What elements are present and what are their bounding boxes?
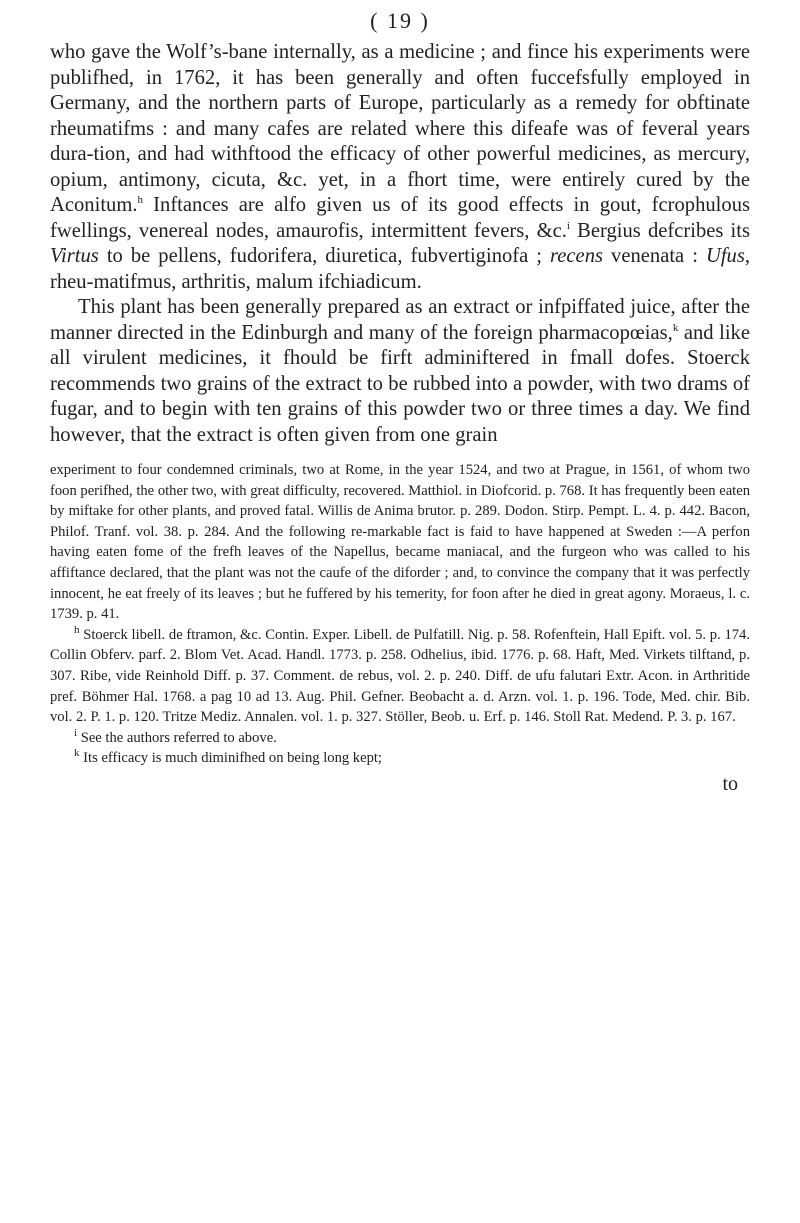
footnote-continuation: experiment to four condemned criminals, two at Rome, in the year 1524, and two at Prague, in 1561, of whom two foon perifhed, the other two, with great difficulty, recovered. Matthiol. in Diofcorid. p. 768. It has frequently been eaten by miftake for other plants, and proved fatal. Willis de Anima brutor. p. 289. Dodon. Stirp. Pempt. L. 4. p. 442. Bacon, Philof. Tranf. vol. 38. p. 284. And the following re-markable fact is faid to have happened at Sweden :—A perfon having eaten fome of the frefh leaves of the Napellus, became maniacal, and the furgeon who was called to his affiftance declared, that the plant was not the caufe of the diforder ; and, to convince the company that it was perfectly innocent, he eat freely of its leaves ; but he fuffered by his temerity, for foon after he died in great agony. Moraeus, l. c. 1739. p. 41. bbox=[50, 462, 750, 623]
text-run: who gave the Wolf’s-bane internally, as a medicine ; and fince his experiments were publifhed, in 1762, it has been generally and often fuccefsfully employed in Germany, and the northern parts of Europe, particularly as a remedy for obftinate rheumatifms : and many cafes are related where this difeafe was of feveral years dura-tion, and had withftood the efficacy of other powerful medicines, as mercury, opium, antimony, cicuta, &c. yet, in a fhort time, were entirely cured by the Aconitum. bbox=[50, 41, 750, 216]
text-run: , rheu-matifmus, arthritis, malum ifchiadicum. bbox=[50, 245, 751, 293]
footnote-text: Its efficacy is much diminifhed on being long kept; bbox=[79, 750, 382, 767]
page bbox=[50, 8, 750, 796]
footnote-mark: i bbox=[74, 726, 78, 739]
text-run: venenata : bbox=[603, 245, 706, 267]
footnotes bbox=[50, 460, 750, 769]
catchword: to bbox=[722, 772, 738, 795]
footnote-text: See the authors referred to above. bbox=[77, 729, 277, 746]
page-number: ( 19 ) bbox=[370, 8, 430, 33]
footnote-k bbox=[50, 748, 750, 769]
italic-term: Virtus bbox=[50, 245, 99, 267]
footnote-mark: h bbox=[74, 623, 80, 636]
footnote-h bbox=[50, 625, 750, 728]
paragraph-1 bbox=[50, 40, 750, 295]
paragraph-2 bbox=[50, 295, 750, 448]
body-text bbox=[50, 40, 750, 448]
footnote-ref-i: i bbox=[566, 219, 570, 232]
footnote-ref-h: h bbox=[137, 194, 144, 207]
text-run: to be pellens, fudorifera, diuretica, fubvertiginofa ; bbox=[98, 245, 551, 267]
text-run: Inftances are alfo given us of its good effects in gout, fcrophulous fwellings, venereal nodes, amaurofis, intermittent fevers, &c. bbox=[50, 194, 750, 242]
footnote-i bbox=[50, 728, 750, 749]
footnote-ref-k: k bbox=[672, 321, 679, 334]
footnote-text: Stoerck libell. de ftramon, &c. Contin. Exper. Libell. de Pulfatill. Nig. p. 58. Rofenftein, Hall Epift. vol. 5. p. 174. Collin Obferv. parf. 2. Blom Vet. Acad. Handl. 1773. p. 258. Odhelius, ibid. 1776. p. 68. Haft, Med. Virkets tilftand, p. 307. Ribe, vide Reinhold Diff. p. 37. Comment. de rebus, vol. 2. p. 240. Diff. de ufu falutari Extr. Acon. in Arthritide pref. Böhmer Hal. 1768. a pag 10 ad 13. Aug. Phil. Gefner. Beobacht a. d. Arzn. vol. 1. p. 196. Tode, Med. chir. Bib. vol. 2. P. 1. p. 120. Tritze Mediz. Annalen. vol. 1. p. 327. Stöller, Beob. u. Erf. p. 146. Stoll Rat. Medend. P. 3. p. 167. bbox=[50, 626, 750, 726]
text-run: and like all virulent medicines, it fhould be firft adminiftered in fmall dofes. Stoerck recommends two grains of the extract to be rubbed into a powder, with two drams of fugar, and to begin with ten grains of this powder two or three times a day. We find however, that the extract is often given from one grain bbox=[50, 321, 750, 446]
footnote-mark: k bbox=[74, 747, 80, 760]
italic-term: recens bbox=[550, 245, 604, 267]
italic-term: Ufus bbox=[705, 245, 745, 267]
text-run: This plant has been generally prepared as an extract or infpiffated juice, after the manner directed in the Edinburgh and many of the foreign pharmacopœias, bbox=[50, 296, 750, 344]
text-run: Bergius defcribes its bbox=[569, 219, 751, 242]
